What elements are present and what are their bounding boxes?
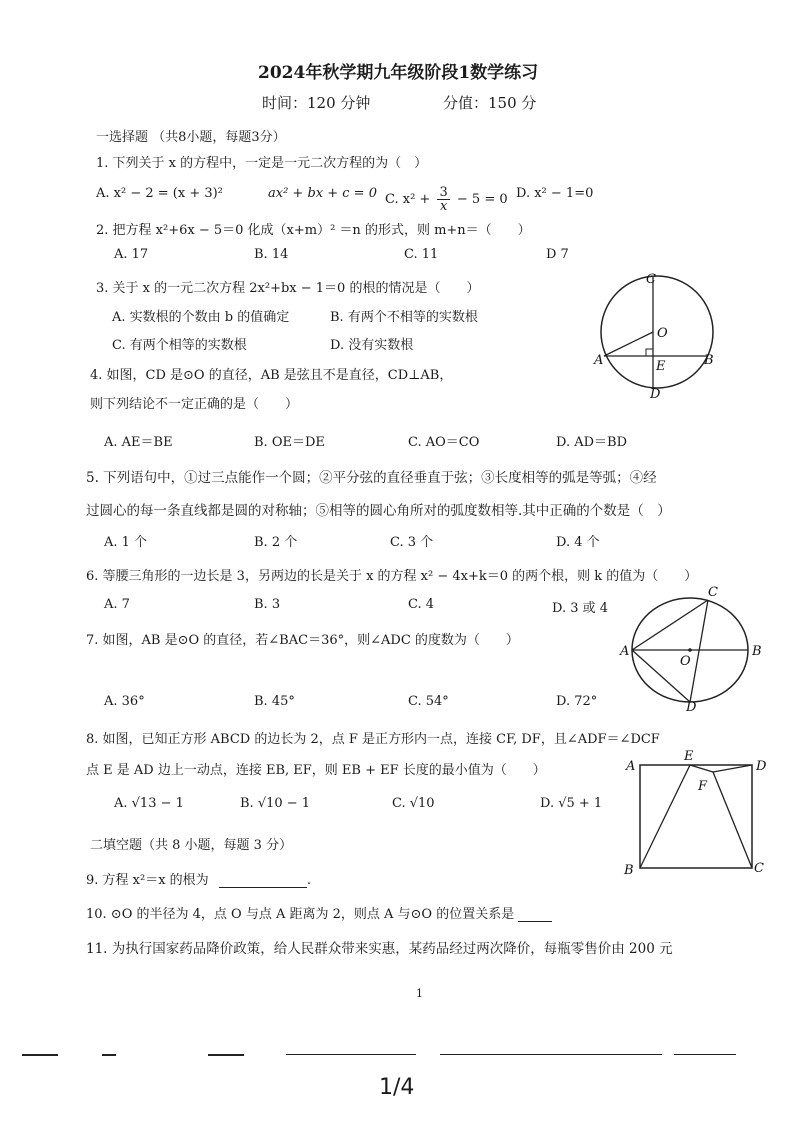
q1-option-b: ax² + bx + c = 0: [268, 186, 377, 201]
q7-option-a: A. 36°: [104, 694, 145, 709]
q4-option-a: A. AE＝BE: [104, 435, 173, 450]
q8-segment-ef: [690, 765, 713, 772]
q8-label-b: B: [624, 863, 634, 876]
exam-time: 时间：120 分钟: [262, 94, 371, 112]
q6-option-c: C. 4: [408, 597, 435, 612]
q3-stem: 3. 关于 x 的一元二次方程 2x²+bx − 1＝0 的根的情况是（ ）: [96, 281, 480, 296]
q1-stem: 1. 下列关于 x 的方程中，一定是一元二次方程的为（ ）: [96, 156, 428, 171]
q1-option-c: [385, 186, 508, 213]
q4-right-angle-mark: [646, 349, 653, 356]
q4-label-d: D: [650, 387, 661, 402]
q7-option-c: C. 54°: [408, 694, 449, 709]
q8-line1: 8. 如图，已知正方形 ABCD 的边长为 2，点 F 是正方形内一点，连接 CF, DF，且∠ADF＝∠DCF: [86, 732, 660, 747]
q4-option-c: C. AO＝CO: [408, 435, 480, 450]
q10-answer-blank: [518, 907, 552, 922]
q7-stem: 7. 如图，AB 是⊙O 的直径，若∠BAC＝36°，则∠ADC 的度数为（ ）: [86, 633, 519, 648]
q4-label-b: B: [704, 353, 714, 368]
q2-option-b: B. 14: [254, 247, 289, 262]
q8-option-c: C. √10: [392, 796, 435, 811]
section-heading-choice: 一选择题 （共8小题，每题3分）: [96, 130, 286, 145]
q2-option-c: C. 11: [404, 247, 439, 262]
q6-option-a: A. 7: [104, 597, 130, 612]
q1-fraction-denominator: x: [439, 199, 448, 214]
q9-stem: 9. 方程 x²＝x 的根为 .: [86, 873, 311, 888]
q6-option-d: D. 3 或 4: [552, 601, 609, 616]
q1-fraction-numerator: 3: [439, 185, 448, 200]
q10-stem: [86, 903, 552, 922]
q6-stem: 6. 等腰三角形的一边长是 3，另两边的长是关于 x 的方程 x² − 4x+k＝0 的两个根，则 k 的值为（ ）: [86, 569, 698, 584]
q8-label-c: C: [754, 861, 764, 876]
q7-label-d: D: [686, 700, 697, 712]
q4-stem-line1: 4. 如图，CD 是⊙O 的直径，AB 是弦且不是直径，CD⊥AB，: [90, 368, 453, 383]
q4-option-b: B. OE＝DE: [254, 435, 325, 450]
footer-rule: [440, 1054, 662, 1055]
q4-label-c: C: [646, 272, 656, 287]
q8-segment-cf: [713, 772, 752, 868]
page-indicator: 1/4: [379, 1075, 415, 1100]
q9-answer-blank: [219, 873, 307, 888]
q8-square-figure: [618, 748, 772, 876]
q8-label-d: D: [756, 759, 767, 774]
q3-option-c: C. 有两个相等的实数根: [112, 338, 247, 353]
q2-option-a: A. 17: [114, 247, 149, 262]
q1-option-c-suffix: − 5 = 0: [456, 192, 508, 207]
q8-option-d: D. √5 + 1: [540, 796, 603, 811]
q7-chord-ac: [632, 600, 708, 650]
exam-score: 分值：150 分: [443, 94, 537, 112]
q3-option-b: B. 有两个不相等的实数根: [330, 310, 478, 325]
q8-label-a: A: [626, 759, 636, 774]
q4-label-e: E: [656, 359, 666, 374]
q4-label-o: O: [657, 326, 668, 341]
section-heading-fill: 二填空题（共 8 小题，每题 3 分）: [90, 838, 293, 853]
q4-circle-figure: [590, 270, 730, 405]
q7-label-c: C: [708, 585, 718, 600]
footer-rule: [208, 1054, 244, 1056]
q7-option-d: D. 72°: [556, 694, 598, 709]
q2-stem: 2. 把方程 x²+6x − 5＝0 化成（x+m）² ＝n 的形式，则 m+n＝（ ）: [96, 223, 531, 238]
q8-square: [640, 765, 752, 868]
footer-rule: [102, 1054, 116, 1056]
page-title: 2024年秋学期九年级阶段1数学练习: [258, 63, 539, 83]
q11-stem: 11. 为执行国家药品降价政策，给人民群众带来实惠，某药品经过两次降价，每瓶零售价由 200 元: [86, 941, 673, 957]
q1-fraction: [437, 186, 449, 213]
q7-label-o: O: [680, 654, 691, 669]
q2-option-d: D 7: [546, 247, 569, 262]
q1-option-c-prefix: C. x² +: [385, 192, 431, 207]
q5-option-b: B. 2 个: [254, 535, 298, 550]
q5-option-a: A. 1 个: [104, 535, 148, 550]
q7-circle-figure: [618, 584, 768, 712]
q3-option-d: D. 没有实数根: [330, 338, 414, 353]
q5-line2: 过圆心的每一条直线都是圆的对称轴；⑤相等的圆心角所对的弧度数相等.其中正确的个数是（ ）: [86, 503, 671, 519]
q8-label-f: F: [698, 779, 708, 794]
q5-option-c: C. 3 个: [390, 535, 434, 550]
q8-line2: 点 E 是 AD 边上一动点，连接 EB, EF，则 EB + EF 长度的最小值为（ ）: [86, 763, 546, 778]
q7-label-b: B: [752, 644, 762, 659]
q3-option-a: A. 实数根的个数由 b 的值确定: [112, 310, 290, 325]
q9-text: 9. 方程 x²＝x 的根为: [86, 873, 209, 888]
q6-option-b: B. 3: [254, 597, 281, 612]
footer-rule: [286, 1054, 416, 1055]
q4-option-d: D. AD＝BD: [556, 435, 628, 450]
q10-text: 10. ⊙O 的半径为 4，点 O 与点 A 距离为 2，则点 A 与⊙O 的位置关系是: [86, 907, 515, 922]
q8-option-b: B. √10 − 1: [240, 796, 311, 811]
page-number: 1: [416, 987, 423, 1000]
q5-option-d: D. 4 个: [556, 535, 600, 550]
q8-segment-eb: [640, 765, 690, 868]
footer-rule: [22, 1054, 58, 1056]
q8-option-a: A. √13 − 1: [114, 796, 184, 811]
q4-stem-line2: 则下列结论不一定正确的是（ ）: [90, 397, 299, 412]
q7-center-point: [688, 648, 692, 652]
q4-label-a: A: [594, 353, 604, 368]
q5-line1: 5. 下列语句中，①过三点能作一个圆；②平分弦的直径垂直于弦；③长度相等的弧是等弧；④经: [86, 470, 657, 486]
q7-chord-cd: [690, 600, 708, 702]
footer-rule: [674, 1054, 736, 1055]
q7-option-b: B. 45°: [254, 694, 295, 709]
q1-option-a: A. x² − 2 = (x + 3)²: [96, 186, 223, 201]
q7-label-a: A: [620, 644, 630, 659]
q8-label-e: E: [684, 749, 694, 764]
q1-option-d: D. x² − 1=0: [516, 186, 594, 201]
q8-segment-df: [713, 765, 752, 772]
